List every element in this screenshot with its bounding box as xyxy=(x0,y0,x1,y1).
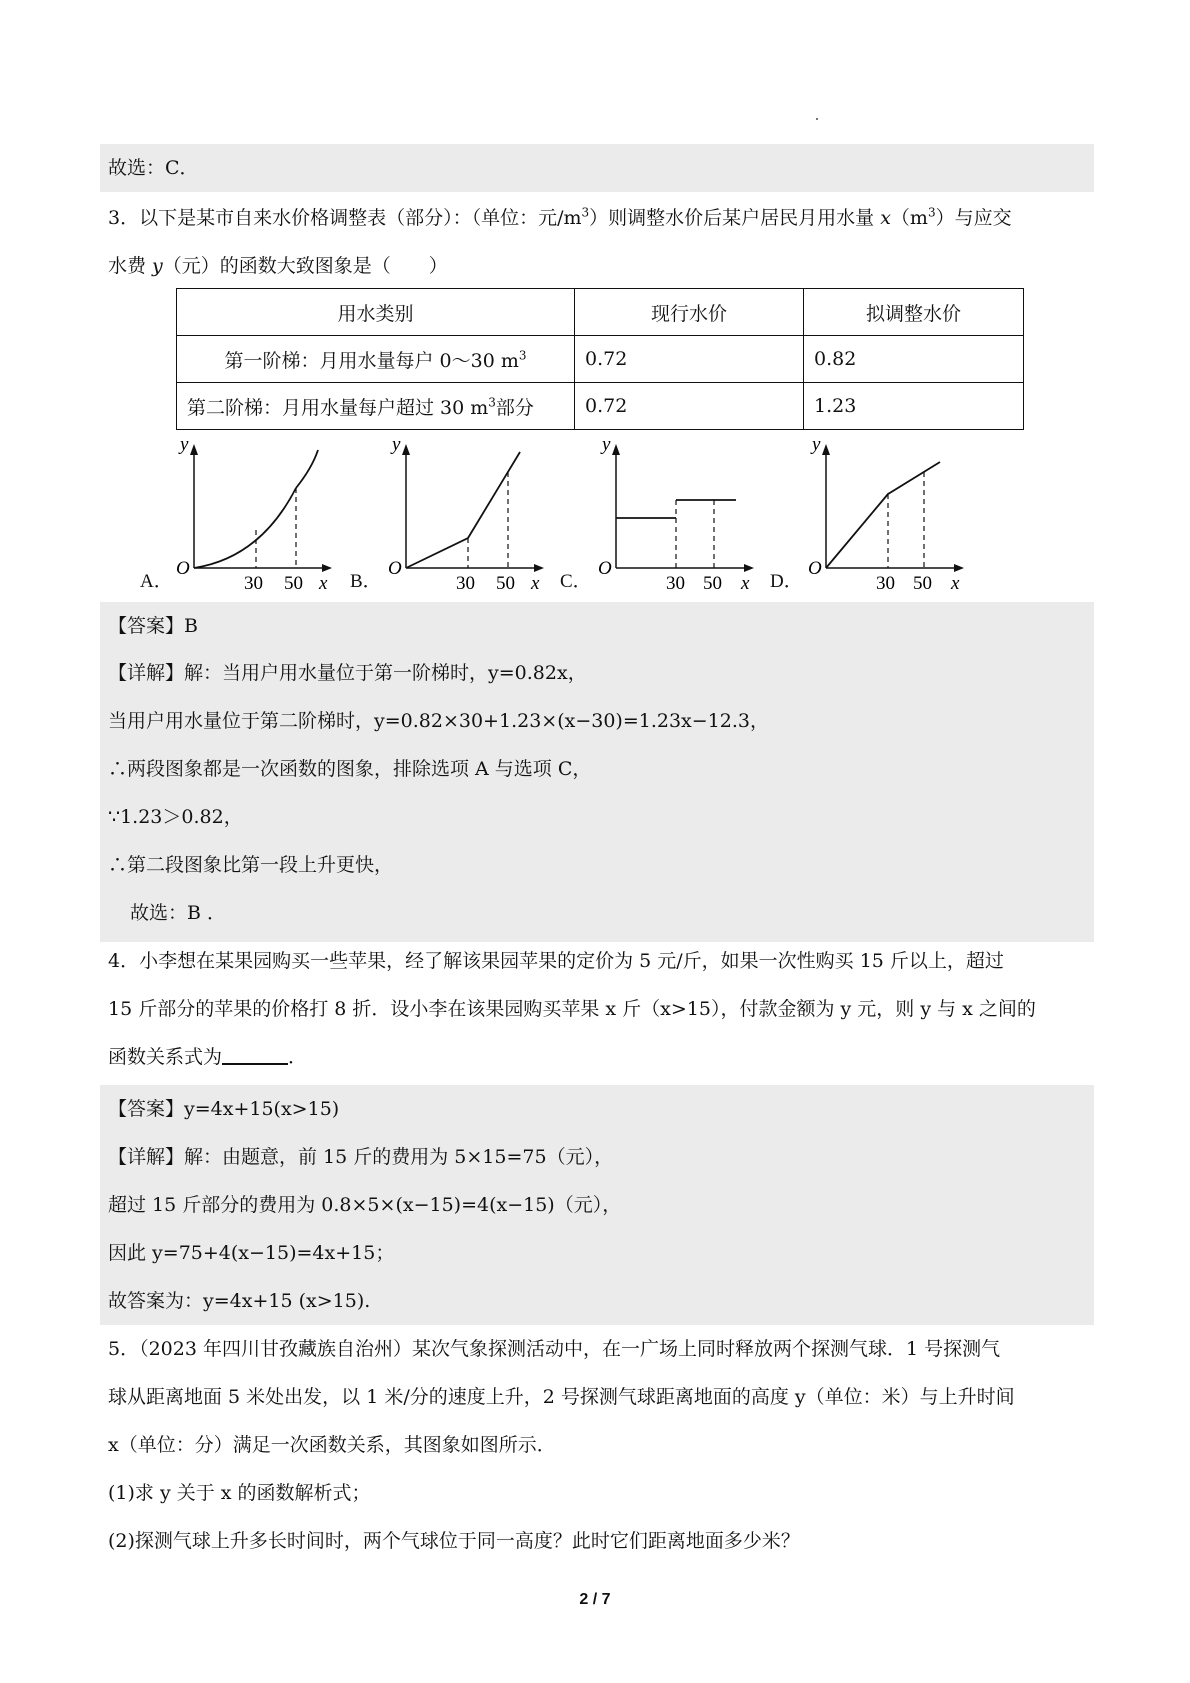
table-row xyxy=(177,383,1024,430)
tick-label: 30 xyxy=(876,573,895,590)
q4-stem-line3: 函数关系式为 ． xyxy=(108,1046,308,1068)
table-cell: 0.72 xyxy=(575,336,804,383)
table-cell: 0.82 xyxy=(804,336,1024,383)
table-row xyxy=(177,336,1024,383)
q5-stem-line1: 5．（2023 年四川甘孜藏族自治州）某次气象探测活动中，在一广场上同时释放两个探测气球．1 号探测气 xyxy=(108,1338,1001,1360)
table-cell: 第一阶梯：月用水量每户 0～30 $m^3$ xyxy=(177,336,575,383)
tick-label: 30 xyxy=(244,573,263,590)
q5-part-2: (2)探测气球上升多长时间时，两个气球位于同一高度？此时它们距离地面多少米？ xyxy=(108,1530,800,1552)
x-axis-label: x xyxy=(951,573,960,590)
q3-detail-3: ∴两段图象都是一次函数的图象，排除选项 A 与选项 C， xyxy=(108,758,592,780)
q3-detail-1: 【详解】解：当用户用水量位于第一阶梯时，y=0.82x， xyxy=(108,662,587,684)
tick-label: 50 xyxy=(913,573,932,590)
table-header: 用水类别 xyxy=(177,289,575,336)
q5-stem-line2: 球从距离地面 5 米处出发，以 1 米/分的速度上升，2 号探测气球距离地面的高度 y（单位：米）与上升时间 xyxy=(108,1386,1015,1408)
tick-label: 50 xyxy=(703,573,722,590)
table-cell: 1.23 xyxy=(804,383,1024,430)
x-axis-label: x xyxy=(319,573,328,590)
table-cell: 第二阶梯：月用水量每户超过 30 $m^3$部分 xyxy=(177,383,575,430)
y-axis-label: y xyxy=(602,438,611,455)
option-b-label[interactable]: B． xyxy=(350,571,382,592)
water-price-table xyxy=(176,288,1024,430)
q4-detail-4: 故答案为：y=4x+15 (x>15). xyxy=(108,1290,371,1312)
table-cell: 0.72 xyxy=(575,383,804,430)
origin-label: O xyxy=(598,558,612,579)
q2-conclusion: 故选：C． xyxy=(108,157,199,179)
q3-detail-6: 故选：B ． xyxy=(130,902,227,924)
origin-label: O xyxy=(388,558,402,579)
scan-dot xyxy=(816,118,818,120)
q3-detail-5: ∴第二段图象比第一段上升更快， xyxy=(108,854,394,876)
option-b-graph xyxy=(380,438,580,590)
x-axis-label: x xyxy=(741,573,750,590)
y-axis-label: y xyxy=(392,438,401,455)
q3-stem-line2: 水费 y（元）的函数大致图象是（ ） xyxy=(108,255,448,277)
q4-detail-2: 超过 15 斤部分的费用为 0.8×5×(x−15)=4(x−15)（元）， xyxy=(108,1194,622,1216)
option-a-graph xyxy=(168,438,368,590)
option-d-label[interactable]: D． xyxy=(770,571,803,592)
tick-label: 50 xyxy=(496,573,515,590)
q5-stem-line3: x（单位：分）满足一次函数关系，其图象如图所示． xyxy=(108,1434,556,1456)
q3-stem-line1: 3．以下是某市自来水价格调整表（部分）：（单位：元$/m^3$）则调整水价后某户居民月用水量 $x(m^3)$与应交 xyxy=(108,205,1012,229)
q4-answer: 【答案】y=4x+15(x>15) xyxy=(108,1098,340,1120)
page-number: 2 / 7 xyxy=(579,1591,611,1608)
tick-label: 30 xyxy=(456,573,475,590)
option-c-label[interactable]: C． xyxy=(560,571,592,592)
y-axis-label: y xyxy=(812,438,821,455)
table-header: 拟调整水价 xyxy=(804,289,1024,336)
answer-blank[interactable] xyxy=(222,1045,288,1065)
y-axis-label: y xyxy=(180,438,189,455)
q4-detail-1: 【详解】解：由题意，前 15 斤的费用为 5×15=75（元）， xyxy=(108,1146,614,1168)
option-d-graph xyxy=(800,438,1000,590)
table-header: 现行水价 xyxy=(575,289,804,336)
q4-detail-3: 因此 y=75+4(x−15)=4x+15； xyxy=(108,1242,395,1264)
origin-label: O xyxy=(176,558,190,579)
option-a-label[interactable]: A． xyxy=(140,571,173,592)
table-header-row xyxy=(177,289,1024,336)
q3-detail-2: 当用户用水量位于第二阶梯时，y=0.82×30+1.23×(x−30)=1.23x−12.3， xyxy=(108,710,770,732)
q5-part-1: (1)求 y 关于 x 的函数解析式； xyxy=(108,1482,371,1504)
q4-stem-line2: 15 斤部分的苹果的价格打 8 折．设小李在该果园购买苹果 x 斤（x>15），付款金额为 y 元，则 y 与 x 之间的 xyxy=(108,998,1036,1020)
q3-detail-4: ∵1.23＞0.82， xyxy=(108,806,243,828)
answer-shade-q2 xyxy=(100,144,1094,192)
q4-stem-line1: 4．小李想在某果园购买一些苹果，经了解该果园苹果的定价为 5 元/斤，如果一次性购买 15 斤以上，超过 xyxy=(108,950,1004,972)
option-c-graph xyxy=(590,438,790,590)
tick-label: 50 xyxy=(284,573,303,590)
tick-label: 30 xyxy=(666,573,685,590)
x-axis-label: x xyxy=(531,573,540,590)
q3-answer: 【答案】B xyxy=(108,615,198,637)
origin-label: O xyxy=(808,558,822,579)
